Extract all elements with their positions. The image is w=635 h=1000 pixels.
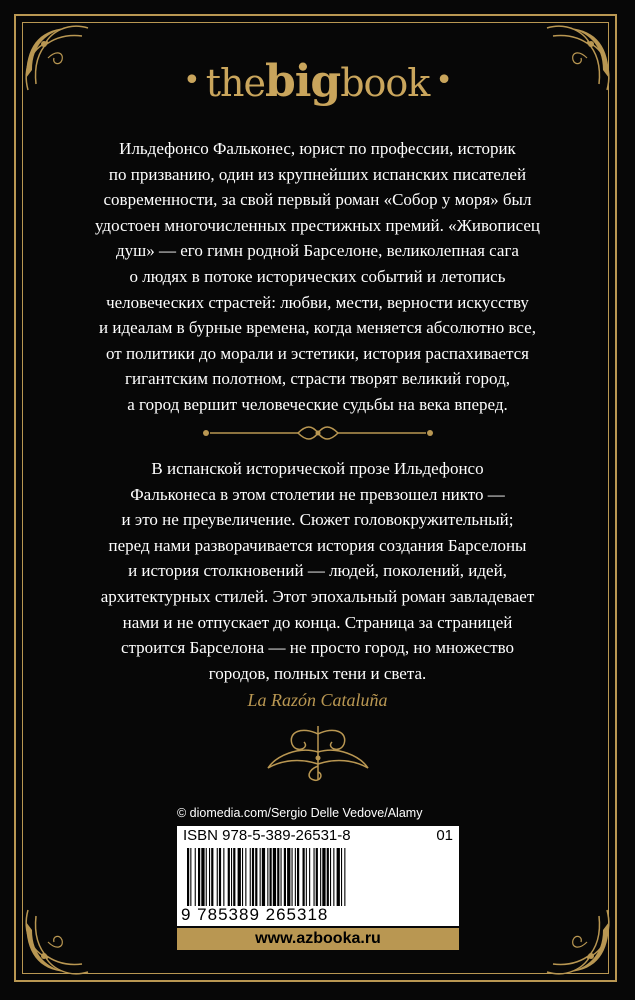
isbn-number: ISBN 978-5-389-26531-8: [183, 827, 351, 844]
review-line: В испанской исторической прозе Ильдефонсо: [151, 459, 484, 478]
review-line: нами и не отпускает до конца. Страница за страницей: [122, 612, 513, 632]
description-line: гигантским полотном, страсти творят великий город,: [125, 369, 510, 389]
review-line: перед нами разворачивается история создания Барселоны: [108, 535, 527, 555]
description-line: Ильдефонсо Фальконес, юрист по профессии, историк: [119, 139, 516, 158]
description-line: человеческих страстей: любви, мести, верности искусству: [106, 292, 529, 312]
description-line: а город вершит человеческие судьбы на века вперед.: [127, 394, 508, 414]
review-line: и история столкновений — людей, поколений, идей,: [128, 561, 507, 581]
barcode-digits: 9 785389 265318: [181, 905, 329, 924]
review-line: Фальконеса в этом столетии не превзошел никто —: [130, 484, 505, 504]
logo-part-big: big: [264, 56, 341, 107]
logo-dot-right: •: [435, 63, 452, 98]
corner-ornament-bottom-right: [527, 892, 617, 982]
publisher-website: www.azbooka.ru: [177, 928, 459, 950]
gold-divider: [202, 423, 434, 443]
description-line: удостоен многочисленных престижных премий. «Живописец: [95, 215, 540, 235]
scroll-ornament: [258, 722, 378, 784]
review-line: архитектурных стилей. Этот эпохальный роман завладевает: [100, 586, 535, 606]
description-line: о людях в потоке исторических событий и летопись: [129, 266, 506, 286]
review-line: строится Барселона — не просто город, но множество: [120, 638, 515, 658]
barcode-block: [177, 826, 459, 926]
review-line: и это не преувеличение. Сюжет головокружительный;: [121, 510, 514, 530]
isbn-line: [183, 827, 453, 844]
description-line: от политики до морали и эстетики, история распахивается: [105, 343, 530, 363]
logo-part-the: the: [205, 61, 265, 105]
barcode-bars: [187, 848, 449, 906]
review-quote: [50, 456, 585, 686]
corner-ornament-bottom-left: [18, 892, 108, 982]
review-source: La Razón Cataluña: [247, 690, 388, 710]
logo-dot-left: •: [183, 63, 200, 98]
description-line: и идеалам в бурные времена, когда меняется абсолютно все,: [99, 318, 536, 338]
description-line: душ» — его гимн родной Барселоне, великолепная сага: [116, 241, 519, 261]
logo-part-book: book: [340, 61, 430, 105]
description-line: по призванию, один из крупнейших испанских писателей: [108, 164, 527, 184]
photo-credit: © diomedia.com/Sergio Delle Vedove/Alamy: [177, 806, 423, 820]
book-description: [50, 136, 585, 418]
series-logo: [0, 56, 635, 107]
review-line: городов, полных тени и света.: [208, 663, 427, 683]
description-line: современности, за свой первый роман «Собор у моря» был: [103, 190, 532, 210]
isbn-addon: 01: [436, 827, 453, 844]
